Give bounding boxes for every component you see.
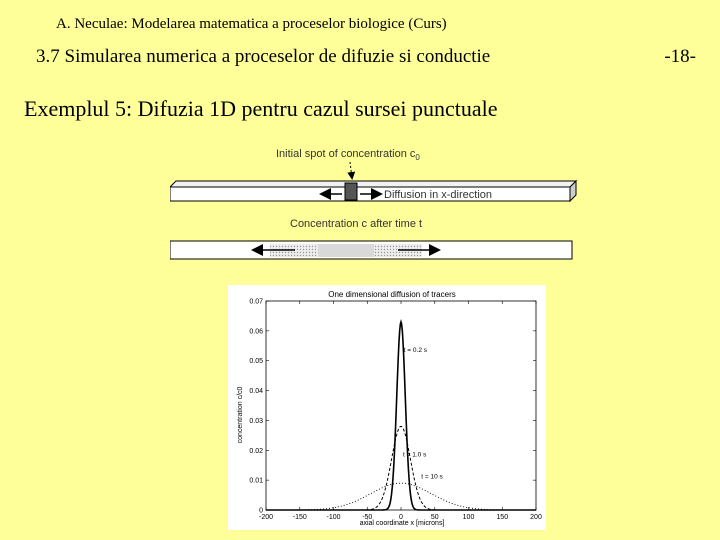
series-line-2 <box>266 426 536 510</box>
y-tick-label: 0.06 <box>249 328 263 336</box>
series-label-1: t = 0.2 s <box>403 346 428 354</box>
initial-concentration-spot <box>345 183 357 200</box>
y-tick-label: 0.07 <box>249 298 263 306</box>
course-header: A. Neculae: Modelarea matematica a proceselor biologice (Curs) <box>56 16 447 32</box>
series-line-3 <box>266 483 536 510</box>
diffusion-chart <box>228 285 546 530</box>
section-title: 3.7 Simularea numerica a proceselor de difuzie si conductie <box>36 46 491 67</box>
x-tick-label: 100 <box>462 514 475 521</box>
diffusion-schematic <box>170 140 580 265</box>
after-time-label: Concentration c after time t <box>290 218 423 230</box>
initial-spot-pointer <box>350 162 352 178</box>
y-tick-label: 0 <box>259 507 263 515</box>
x-tick-label: -50 <box>362 514 373 521</box>
y-tick-label: 0.02 <box>249 447 263 455</box>
x-tick-label: 0 <box>399 514 403 521</box>
initial-tube <box>170 181 576 201</box>
diffusion-direction-label: Diffusion in x-direction <box>384 189 493 201</box>
diffused-tube <box>170 241 572 259</box>
series-label-3: t = 10 s <box>421 473 443 481</box>
page-number: -18- <box>664 46 696 67</box>
x-tick-label: -150 <box>292 514 307 521</box>
y-tick-label: 0.04 <box>249 388 263 396</box>
y-tick-label: 0.01 <box>249 477 263 485</box>
y-tick-label: 0.05 <box>249 358 263 366</box>
x-tick-label: -100 <box>326 514 341 521</box>
initial-spot-label: Initial spot of concentration $c_0$ <box>276 148 420 162</box>
x-tick-label: 50 <box>430 514 439 521</box>
chart-x-axis-label: axial coordinate x [microns] <box>359 520 445 527</box>
chart-plot-frame <box>266 301 536 510</box>
chart-y-axis-label: concentration c/c0 <box>237 386 244 444</box>
series-line-1 <box>266 322 536 510</box>
x-tick-label: 150 <box>496 514 509 521</box>
x-tick-label: 200 <box>530 514 542 521</box>
series-label-2: t = 1.0 s <box>403 451 427 459</box>
y-tick-label: 0.03 <box>249 417 263 425</box>
example-title: Exemplul 5: Difuzia 1D pentru cazul sursei punctuale <box>24 96 498 121</box>
chart-title: One dimensional diffusion of tracers <box>328 290 456 299</box>
x-tick-label: -200 <box>258 514 274 521</box>
